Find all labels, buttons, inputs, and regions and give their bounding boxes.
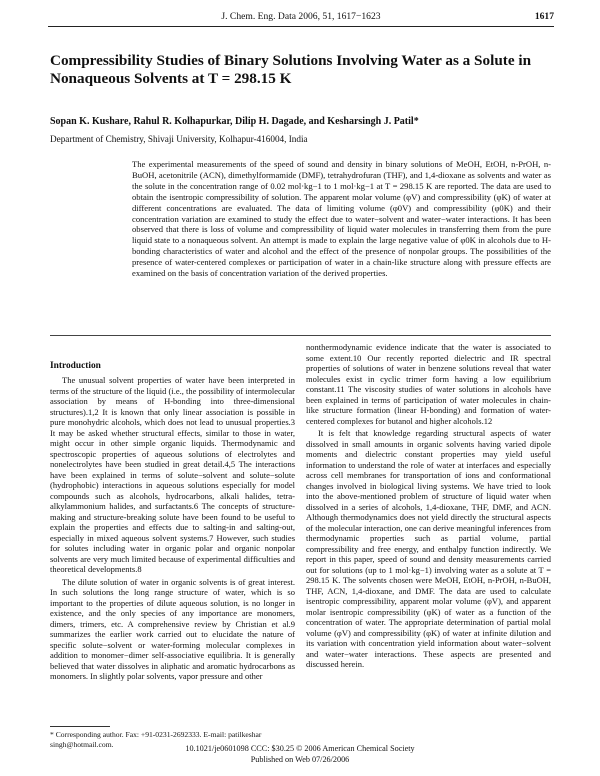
doi-copyright-line: 10.1021/je0601098 CCC: $30.25 © 2006 American Chemical Society xyxy=(185,744,415,753)
footnote: * Corresponding author. Fax: +91-0231-2692333. E-mail: patilkeshar singh@hotmail.com. xyxy=(50,730,262,749)
abstract-divider xyxy=(50,335,551,336)
affiliation: Department of Chemistry, Shivaji University, Kolhapur-416004, India xyxy=(50,134,308,144)
body-paragraph: nonthermodynamic evidence indicate that the water is associated to some extent.10 Our recently reported dielectric and IR spectral properties of solutions of water in benzene solutions reveal that water molecules exist in cyclic trimer form having a low equilibrium constant.11 The viscosity studies of water solutions in alcohols have been explained in terms of participation of water molecules in chain-like structure formation (linear H-bonding) and formation of water-centered complexes for butanol and higher alcohols.12 xyxy=(306,342,551,426)
running-head xyxy=(48,10,554,24)
journal-citation: J. Chem. Eng. Data 2006, 51, 1617−1623 xyxy=(221,11,381,22)
article-title: Compressibility Studies of Binary Solutions Involving Water as a Solute in Nonaqueous Solvents at T = 298.15 K xyxy=(50,52,532,87)
section-heading: Introduction xyxy=(50,361,101,371)
body-column-left xyxy=(50,360,295,682)
body-column-right xyxy=(306,342,551,670)
body-paragraph: The unusual solvent properties of water have been interpreted in terms of the structure of the liquid (i.e., the possibility of intermolecular association by means of H-bonding into three-dimensional structures).1,2 It is known that only linear association is possible in pure monohydric alcohols, which does not lead to unusual properties.3 It may be asked whether structural effects, similar to those in water, might occur in other simple organic liquids. Thermodynamic and spectroscopic properties of aqueous solutions of electrolytes and nonelectrolytes have been studied in great detail.4,5 The interactions have been explained in terms of solute−solvent and solute−solute (hydrophobic) interactions in aqueous solutions especially for model compounds such as alcohols, hydrocarbons, alkali halides, tetra-alkylammonium halides, and surfactants.6 The concepts of structure-making and structure-breaking solute have been found to be useful to explain the properties and effects due to salting-in and salting-out, especially in mixed aqueous solvent systems.7 However, such studies for solutes including water in organic polar and organic nonpolar solvents are very much limited because of experimental difficulties and theoretical developments.8 xyxy=(50,375,295,574)
body-paragraph: It is felt that knowledge regarding structural aspects of water dissolved in small amounts in organic solvents having varied dipole moments and dielectric constant properties may yield useful information to understand the role of water at interfaces and especially across cell membranes for transportation of ions and conformational changes involved in biological living systems. We have tried to look into the above-mentioned problem of structure of liquid water when dissolved in a series of alcohols, 1,4-dioxane, THF, DMF, and ACN. Although thermodynamics does not yield directly the structural aspects of the molecular interaction, one can derive meaningful inferences from thermodynamic properties such as partial volume, partial compressibility and free energy, and enthalpy function indirectly. We report in this paper, speed of sound and density measurements carried out for solutions (up to 1 mol·kg−1) involving water as a solute at T = 298.15 K. The solvents chosen were MeOH, EtOH, n-PrOH, n-BuOH, THF, ACN, 1,4-dioxane, and DMF. The data are used to calculate isentropic compressibility, apparent molar volume (φV), and apparent molar isentropic compressibility (φK) of water as a function of the concentration of water. The appropriate determination of partial molal volume (φV) and compressibility (φK) of water at infinite dilution and its variation with concentration yield information about water−solvent and water−water interactions. These aspects are presented and discussed herein. xyxy=(306,428,551,669)
page-number: 1617 xyxy=(534,11,554,22)
author-list: Sopan K. Kushare, Rahul R. Kolhapurkar, Dilip H. Dagade, and Kesharsingh J. Patil* xyxy=(50,116,419,127)
body-paragraph: The dilute solution of water in organic solvents is of great interest. In such solutions the long range structure of water, which is so important to the properties of dilute aqueous solution, is no longer in existence, and the only species of any importance are monomers, dimers, trimers, etc. A comprehensive review by Christian et al.9 summarizes the earlier work carried out to elucidate the nature of specific solute−solvent or water-forming molecular complexes in addition to monomer−dimer self-associative equilibria. It is generally believed that water dissolves in aliphatic and aromatic hydrocarbons as monomers. In slightly polar solvents, vapor pressure and other xyxy=(50,576,295,681)
footnote-rule xyxy=(50,726,110,727)
publication-date: Published on Web 07/26/2006 xyxy=(250,755,350,764)
header-rule xyxy=(48,26,554,27)
abstract: The experimental measurements of the speed of sound and density in binary solutions of MeOH, EtOH, n-PrOH, n-BuOH, acetonitrile (ACN), dimethylformamide (DMF), tetrahydrofuran (THF), and 1,4-dioxane as solvents and water as the solute in the concentration range of 0.02 mol·kg−1 to 1 mol·kg−1 at T = 298.15 K are reported. The data are used to obtain the isentropic compressibility of solution. The apparent molar volume (φV) and compressibility (φK) of water at different concentrations are evaluated. The data of limiting volume (φ0V) and compressibility (φ0K) and their concentration variation are examined to study the effect due to water−solvent and water−water interactions. It has been observed that there is loss of volume and compressibility of liquid water molecules in transferring them from the pure liquid state to a nonaqueous solvent. An attempt is made to explain the large negative value of φ0K in alcohols due to H-bonding characteristics of water and alcohol and the effect of the presence of nonpolar groups. The possibilities of the presence of water-centered complexes or participation of water in a chain-like structure along with pressure effects are examined on the basis of concentration variation of the derived properties. xyxy=(132,159,551,279)
